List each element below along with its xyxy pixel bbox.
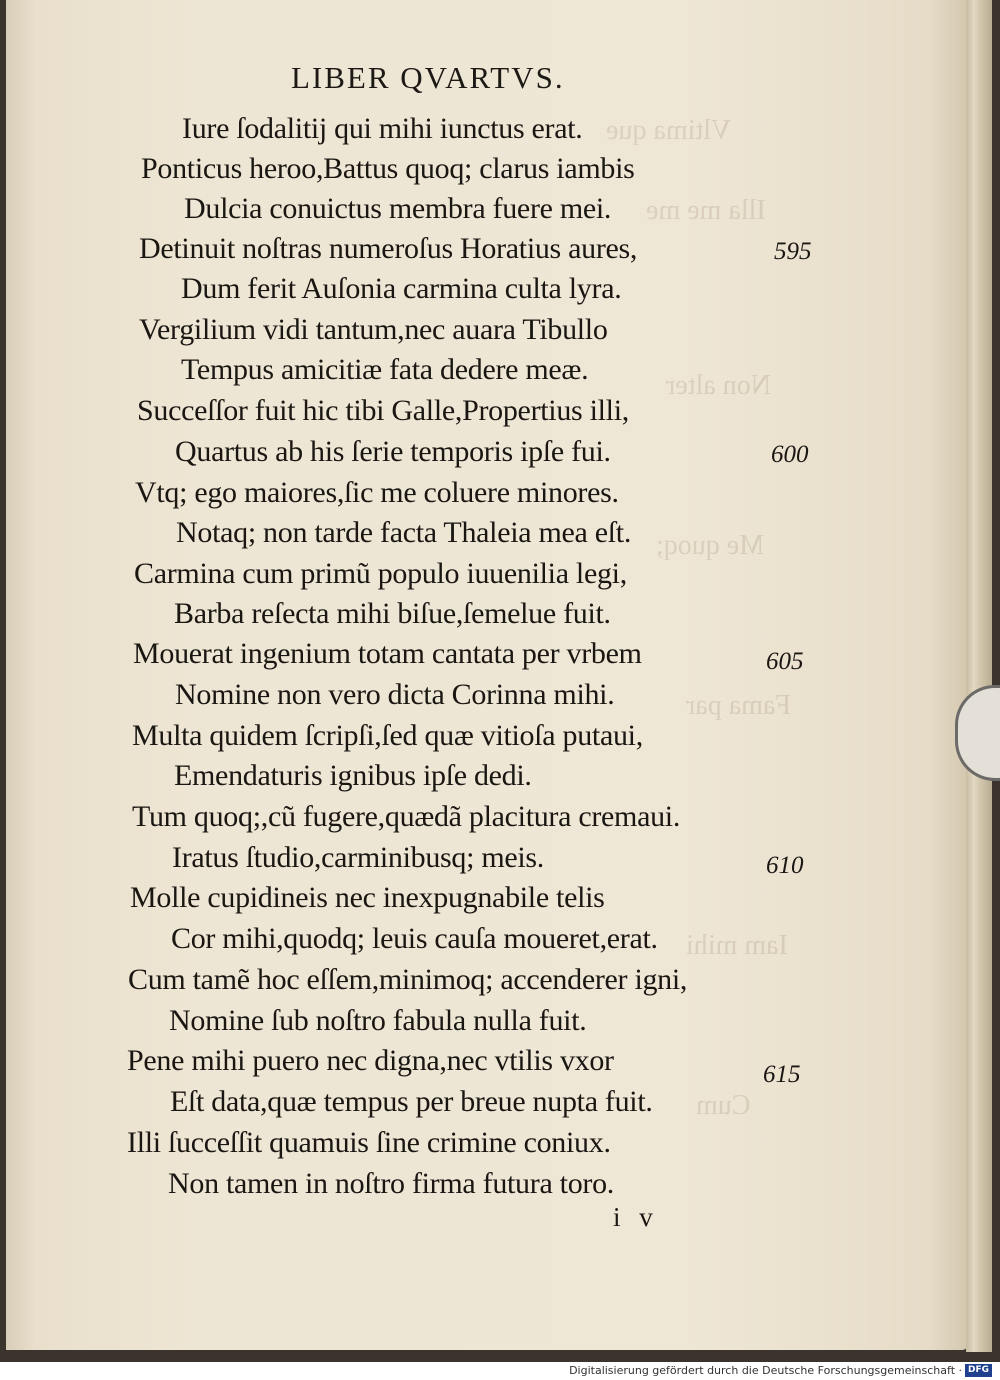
page-edge: [966, 0, 992, 1352]
line-number: 605: [766, 648, 804, 675]
line-number: 610: [766, 852, 804, 879]
verse-line: Dulcia conuictus membra fuere mei.: [184, 192, 612, 225]
line-number: 615: [763, 1061, 801, 1088]
verse-line: Notaq; non tarde facta Thaleia mea eſt.: [176, 516, 632, 549]
book-page: [6, 0, 968, 1350]
verse-line: Eſt data,quæ tempus per breue nupta fuit.: [170, 1085, 653, 1118]
dfg-logo: DFG: [965, 1364, 992, 1377]
verse-line: Tum quoq;,cũ fugere,quædã placitura cremaui.: [132, 800, 681, 833]
verse-line: Mouerat ingenium totam cantata per vrbem: [133, 637, 642, 670]
show-through-text: Vltima que: [606, 115, 732, 146]
show-through-text: Fama par: [686, 690, 791, 721]
verse-line: Pene mihi puero nec digna,nec vtilis vxor: [127, 1044, 614, 1077]
verse-line: Quartus ab his ſerie temporis ipſe fui.: [175, 435, 611, 468]
verse-line: Carmina cum primũ populo iuuenilia legi,: [134, 557, 627, 590]
verse-line: Tempus amicitiæ fata dedere meæ.: [181, 353, 589, 386]
verse-line: Vergilium vidi tantum,nec auara Tibullo: [139, 313, 608, 346]
verse-line: Nomine non vero dicta Corinna mihi.: [175, 678, 615, 711]
funding-credit: Digitalisierung gefördert durch die Deutsche Forschungsgemeinschaft ·: [569, 1364, 962, 1377]
show-through-text: Cum: [696, 1090, 751, 1121]
verse-line: Iure ſodalitij qui mihi iunctus erat.: [182, 112, 583, 145]
line-number: 600: [771, 441, 809, 468]
signature-mark: i v: [613, 1202, 659, 1232]
verse-line: Iratus ſtudio,carminibusq; meis.: [172, 841, 545, 874]
verse-line: Molle cupidineis nec inexpugnabile telis: [130, 881, 605, 914]
verse-line: Dum ferit Auſonia carmina culta lyra.: [181, 272, 622, 305]
show-through-text: Me quoq;: [656, 530, 765, 561]
verse-line: Succeſſor fuit hic tibi Galle,Propertius illi,: [137, 394, 629, 427]
page-header: LIBER QVARTVS.: [291, 60, 565, 95]
verse-line: Emendaturis ignibus ipſe dedi.: [174, 759, 532, 792]
verse-line: Nomine ſub noſtro fabula nulla fuit.: [169, 1004, 587, 1037]
show-through-text: Illa me me: [646, 195, 766, 226]
verse-line: Barba reſecta mihi biſue,ſemelue fuit.: [174, 597, 611, 630]
verse-line: Non tamen in noſtro firma futura toro.: [168, 1167, 614, 1200]
verse-line: Cor mihi,quodq; leuis cauſa moueret,erat.: [171, 922, 658, 955]
show-through-text: Non alter: [666, 370, 771, 401]
line-number: 595: [774, 238, 812, 265]
verse-line: Detinuit noſtras numeroſus Horatius aures,: [139, 232, 638, 265]
verse-line: Vtq; ego maiores,ſic me coluere minores.: [135, 476, 619, 509]
footer-bar: [0, 1362, 1000, 1380]
verse-line: Cum tamẽ hoc eſſem,minimoq; accenderer igni,: [128, 963, 688, 996]
verse-line: Ponticus heroo,Battus quoq; clarus iambis: [141, 152, 635, 185]
verse-line: Multa quidem ſcripſi,ſed quæ vitioſa putaui,: [132, 719, 643, 752]
verse-line: Illi ſucceſſit quamuis ſine crimine coniux.: [127, 1126, 611, 1159]
show-through-text: Iam mihi: [686, 930, 788, 961]
